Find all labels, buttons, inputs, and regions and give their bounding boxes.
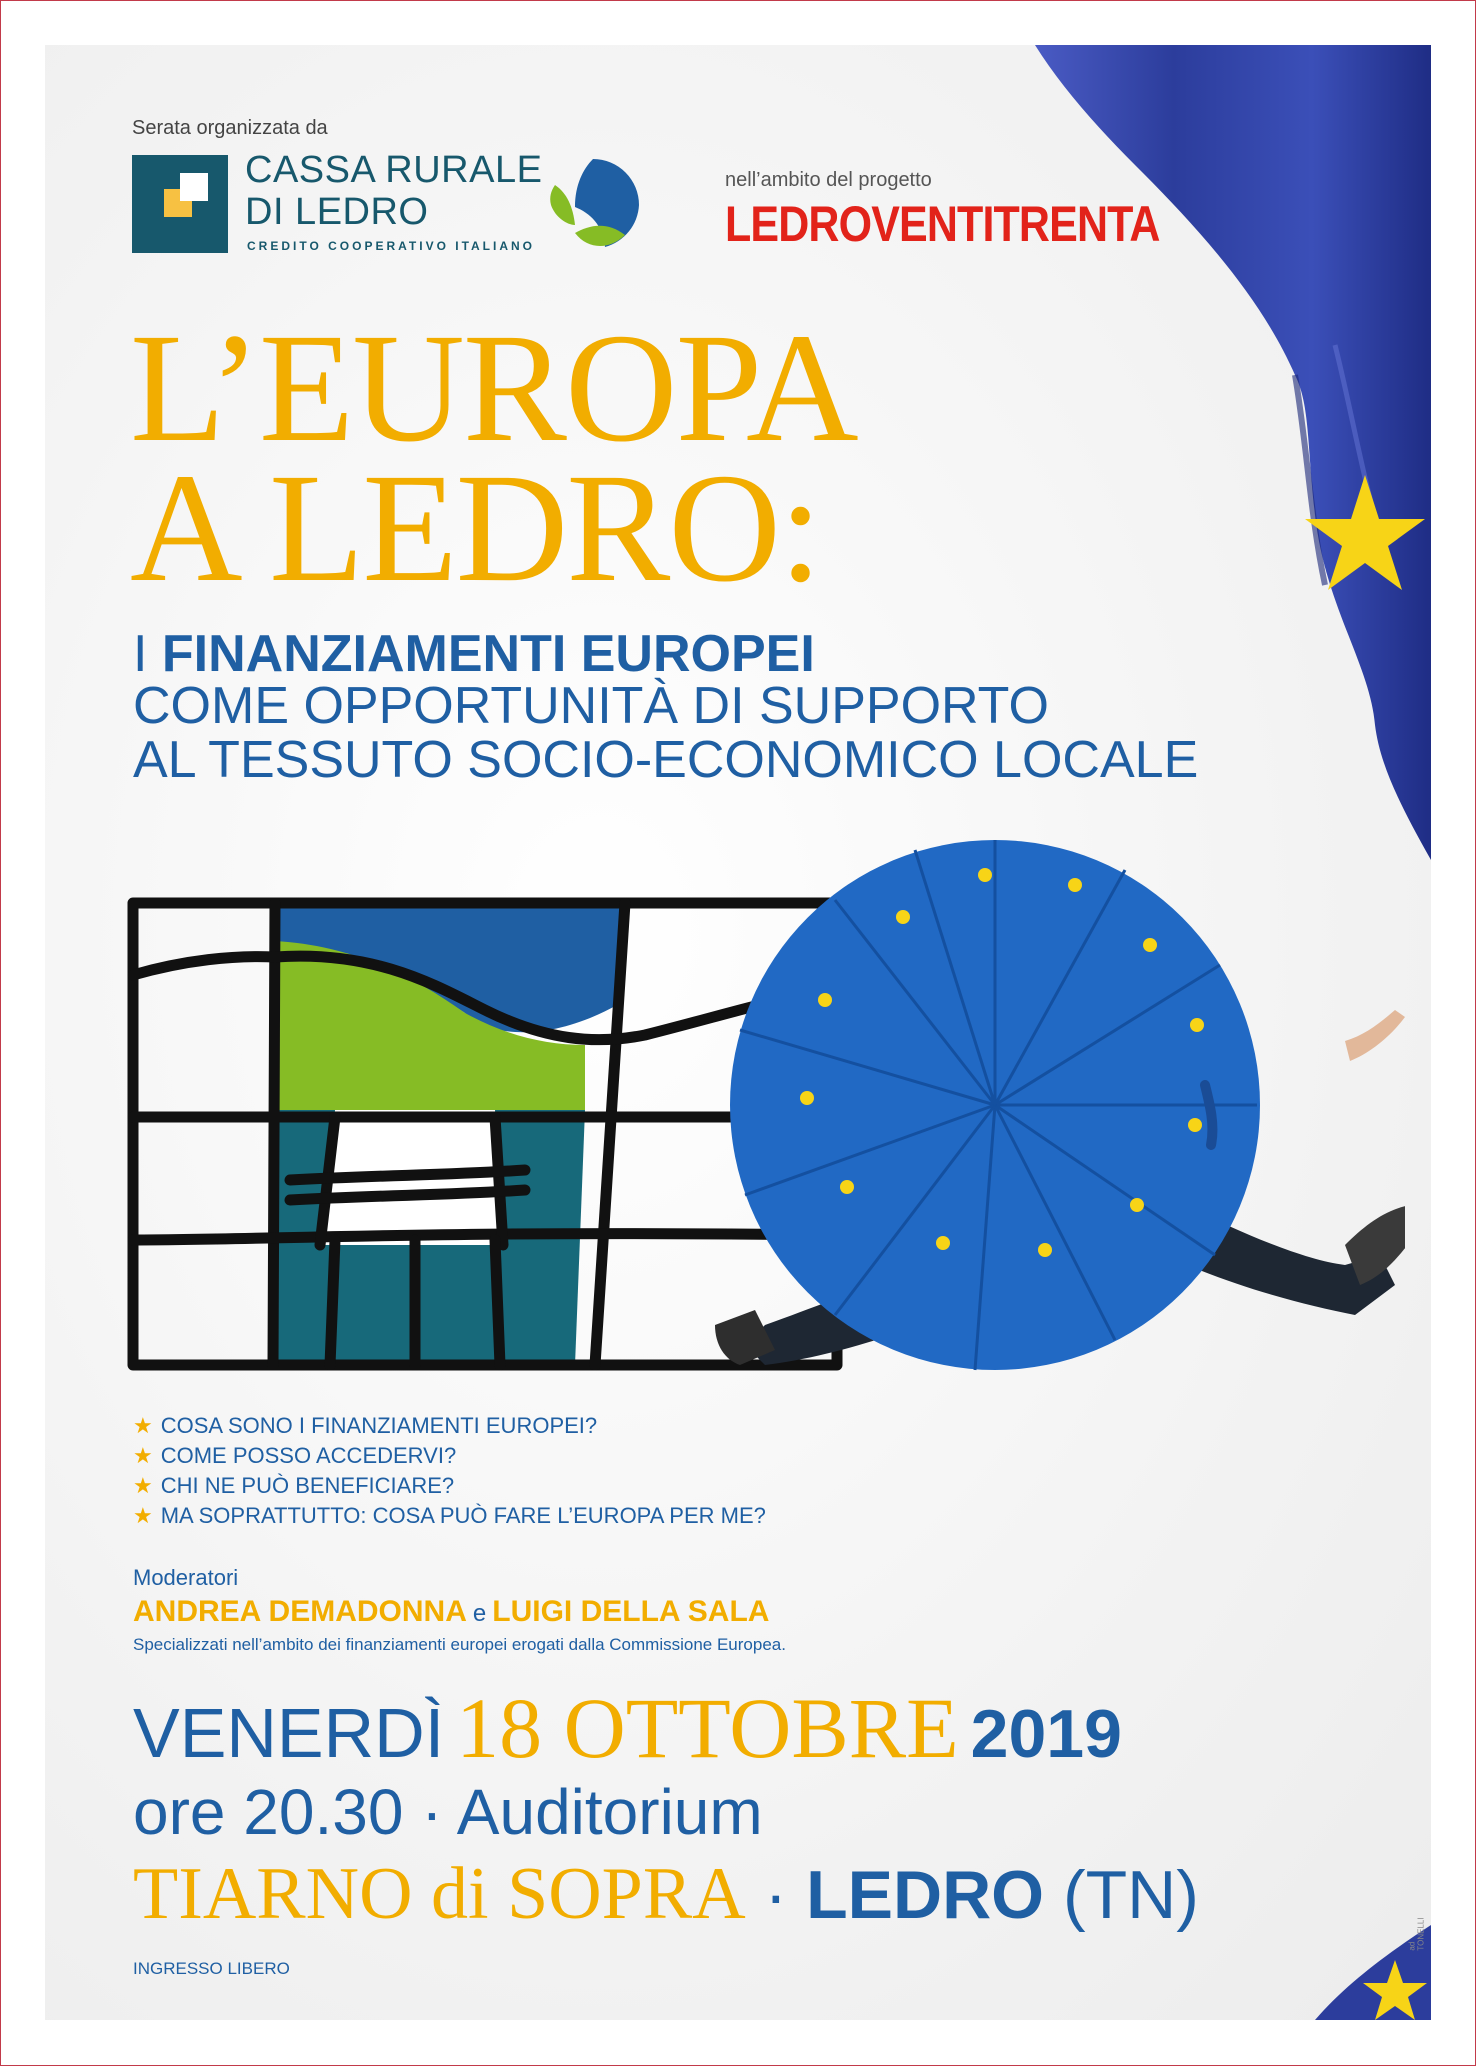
subtitle-prefix: I [133, 625, 162, 683]
jumping-person-eu-umbrella-illustration [645, 805, 1405, 1445]
question-text: MA SOPRATTUTTO: COSA PUÒ FARE L’EUROPA PER ME? [160, 1503, 766, 1528]
question-text: COSA SONO I FINANZIAMENTI EUROPEI? [160, 1413, 598, 1438]
star-icon: ★ [133, 1473, 153, 1498]
entry-info: INGRESSO LIBERO [133, 1959, 290, 1978]
title-line2: A LEDRO: [130, 441, 821, 614]
event-separator: · [745, 1857, 807, 1933]
moderators-conjunction: e [472, 1600, 487, 1627]
question-item [133, 1473, 766, 1503]
event-weekday: VENERDÌ [133, 1694, 445, 1772]
event-city: LEDRO [806, 1857, 1045, 1933]
event-day-month: 18 OTTOBRE [456, 1680, 959, 1776]
organizer-subtitle: CREDITO COOPERATIVO ITALIANO [247, 239, 536, 253]
question-list [133, 1413, 766, 1533]
organizer-name-line1: CASSA RURALE [245, 149, 543, 191]
moderator-name: LUIGI DELLA SALA [492, 1595, 770, 1628]
subtitle-line3: AL TESSUTO SOCIO-ECONOMICO LOCALE [133, 731, 1199, 789]
question-item [133, 1443, 766, 1473]
cassa-rurale-logo-mark [132, 155, 228, 253]
title-line1: L’EUROPA [130, 301, 857, 474]
subtitle-line1 [133, 625, 815, 683]
moderators-label: Moderatori [133, 1565, 239, 1590]
question-item [133, 1503, 766, 1533]
project-name: LEDROVENTITRENTA [725, 196, 1160, 252]
star-icon: ★ [133, 1413, 153, 1438]
organizer-caption: Serata organizzata da [132, 117, 328, 139]
event-date [133, 1680, 1122, 1776]
star-icon: ★ [133, 1443, 153, 1468]
poster [45, 45, 1431, 2020]
star-icon: ★ [133, 1503, 153, 1528]
moderator-name: ANDREA DEMADONNA [133, 1595, 467, 1628]
question-item [133, 1413, 766, 1443]
circle-logo-icon [545, 155, 645, 255]
subtitle-bold: FINANZIAMENTI EUROPEI [161, 625, 815, 683]
project-caption: nell’ambito del progetto [725, 169, 932, 191]
moderators-description: Specializzati nell’ambito dei finanziamenti europei erogati dalla Commissione Europea. [133, 1635, 786, 1654]
organizer-name-line2: DI LEDRO [245, 191, 429, 233]
question-text: COME POSSO ACCEDERVI? [160, 1443, 457, 1468]
moderators-names [133, 1595, 769, 1629]
event-time-location: ore 20.30 · Auditorium [133, 1776, 763, 1848]
question-text: CHI NE PUÒ BENEFICIARE? [160, 1473, 455, 1498]
event-town: TIARNO di SOPRA [133, 1853, 746, 1935]
designer-signature: ad TONELLI [1407, 1917, 1426, 1951]
event-province: (TN) [1044, 1857, 1199, 1933]
event-year: 2019 [970, 1696, 1122, 1772]
event-place [133, 1853, 1199, 1935]
subtitle-line2: COME OPPORTUNITÀ DI SUPPORTO [133, 677, 1049, 735]
